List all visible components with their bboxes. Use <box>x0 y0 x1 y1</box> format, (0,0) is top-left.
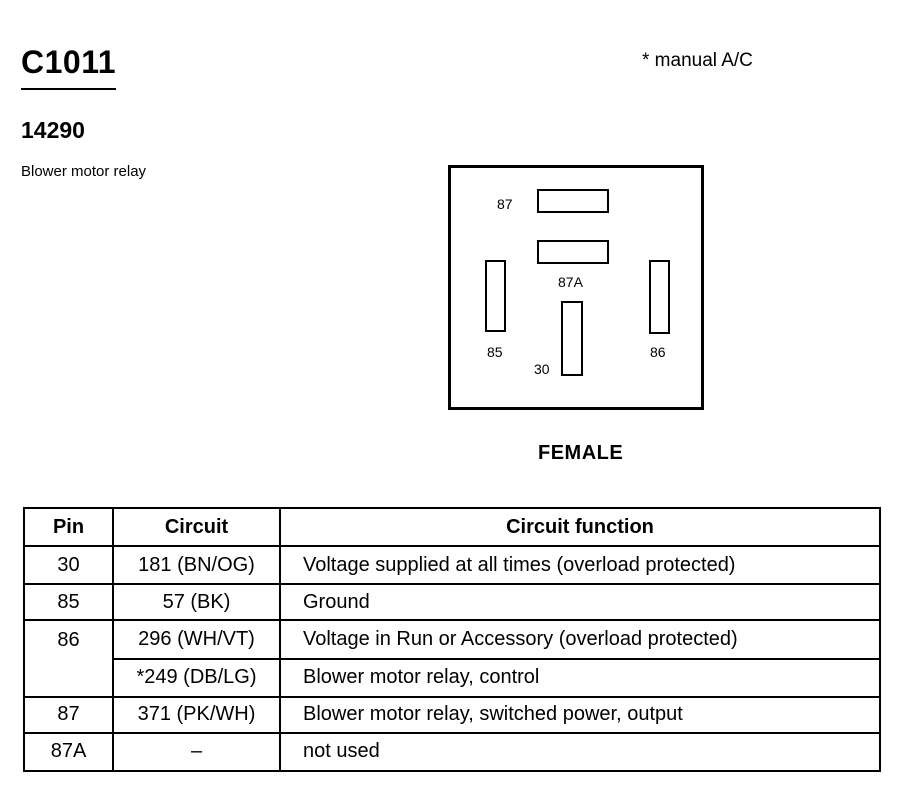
pin-87a-slot <box>537 240 609 264</box>
pin-cell <box>24 659 113 697</box>
table-row <box>24 697 880 733</box>
connector-id-underline <box>21 88 116 90</box>
pin-87-slot <box>537 189 609 213</box>
circuit-cell: 296 (WH/VT) <box>113 620 280 658</box>
pin-cell: 30 <box>24 546 113 584</box>
pin-cell: 87A <box>24 733 113 771</box>
table-header-row <box>24 508 880 546</box>
circuit-cell: *249 (DB/LG) <box>113 659 280 697</box>
pin-cell: 86 <box>24 620 113 658</box>
table-row <box>24 733 880 771</box>
pin-30-slot <box>561 301 583 376</box>
table-row <box>24 546 880 584</box>
pin-86-label: 86 <box>650 344 666 360</box>
function-cell: Voltage in Run or Accessory (overload protected) <box>280 620 880 658</box>
connector-face-diagram <box>448 165 704 410</box>
view-label: FEMALE <box>538 442 624 464</box>
table-row <box>24 659 880 697</box>
circuit-cell: 57 (BK) <box>113 584 280 620</box>
header-pin: Pin <box>24 508 113 546</box>
circuit-cell: – <box>113 733 280 771</box>
pin-cell: 85 <box>24 584 113 620</box>
header-circuit-function: Circuit function <box>280 508 880 546</box>
pin-87a-label: 87A <box>558 274 583 290</box>
function-cell: Ground <box>280 584 880 620</box>
function-cell: Voltage supplied at all times (overload protected) <box>280 546 880 584</box>
part-number: 14290 <box>21 117 85 143</box>
table-row <box>24 584 880 620</box>
connector-description: Blower motor relay <box>21 163 147 180</box>
connector-id: C1011 <box>21 44 117 80</box>
pin-cell: 87 <box>24 697 113 733</box>
circuit-cell: 371 (PK/WH) <box>113 697 280 733</box>
pin-86-slot <box>649 260 670 334</box>
pin-85-slot <box>485 260 506 332</box>
footnote: * manual A/C <box>642 50 753 71</box>
function-cell: Blower motor relay, switched power, output <box>280 697 880 733</box>
header-circuit: Circuit <box>113 508 280 546</box>
function-cell: not used <box>280 733 880 771</box>
pin-87-label: 87 <box>497 196 513 212</box>
pin-30-label: 30 <box>534 361 550 377</box>
function-cell: Blower motor relay, control <box>280 659 880 697</box>
table-row <box>24 620 880 658</box>
pin-table <box>23 507 881 772</box>
circuit-cell: 181 (BN/OG) <box>113 546 280 584</box>
pin-85-label: 85 <box>487 344 503 360</box>
